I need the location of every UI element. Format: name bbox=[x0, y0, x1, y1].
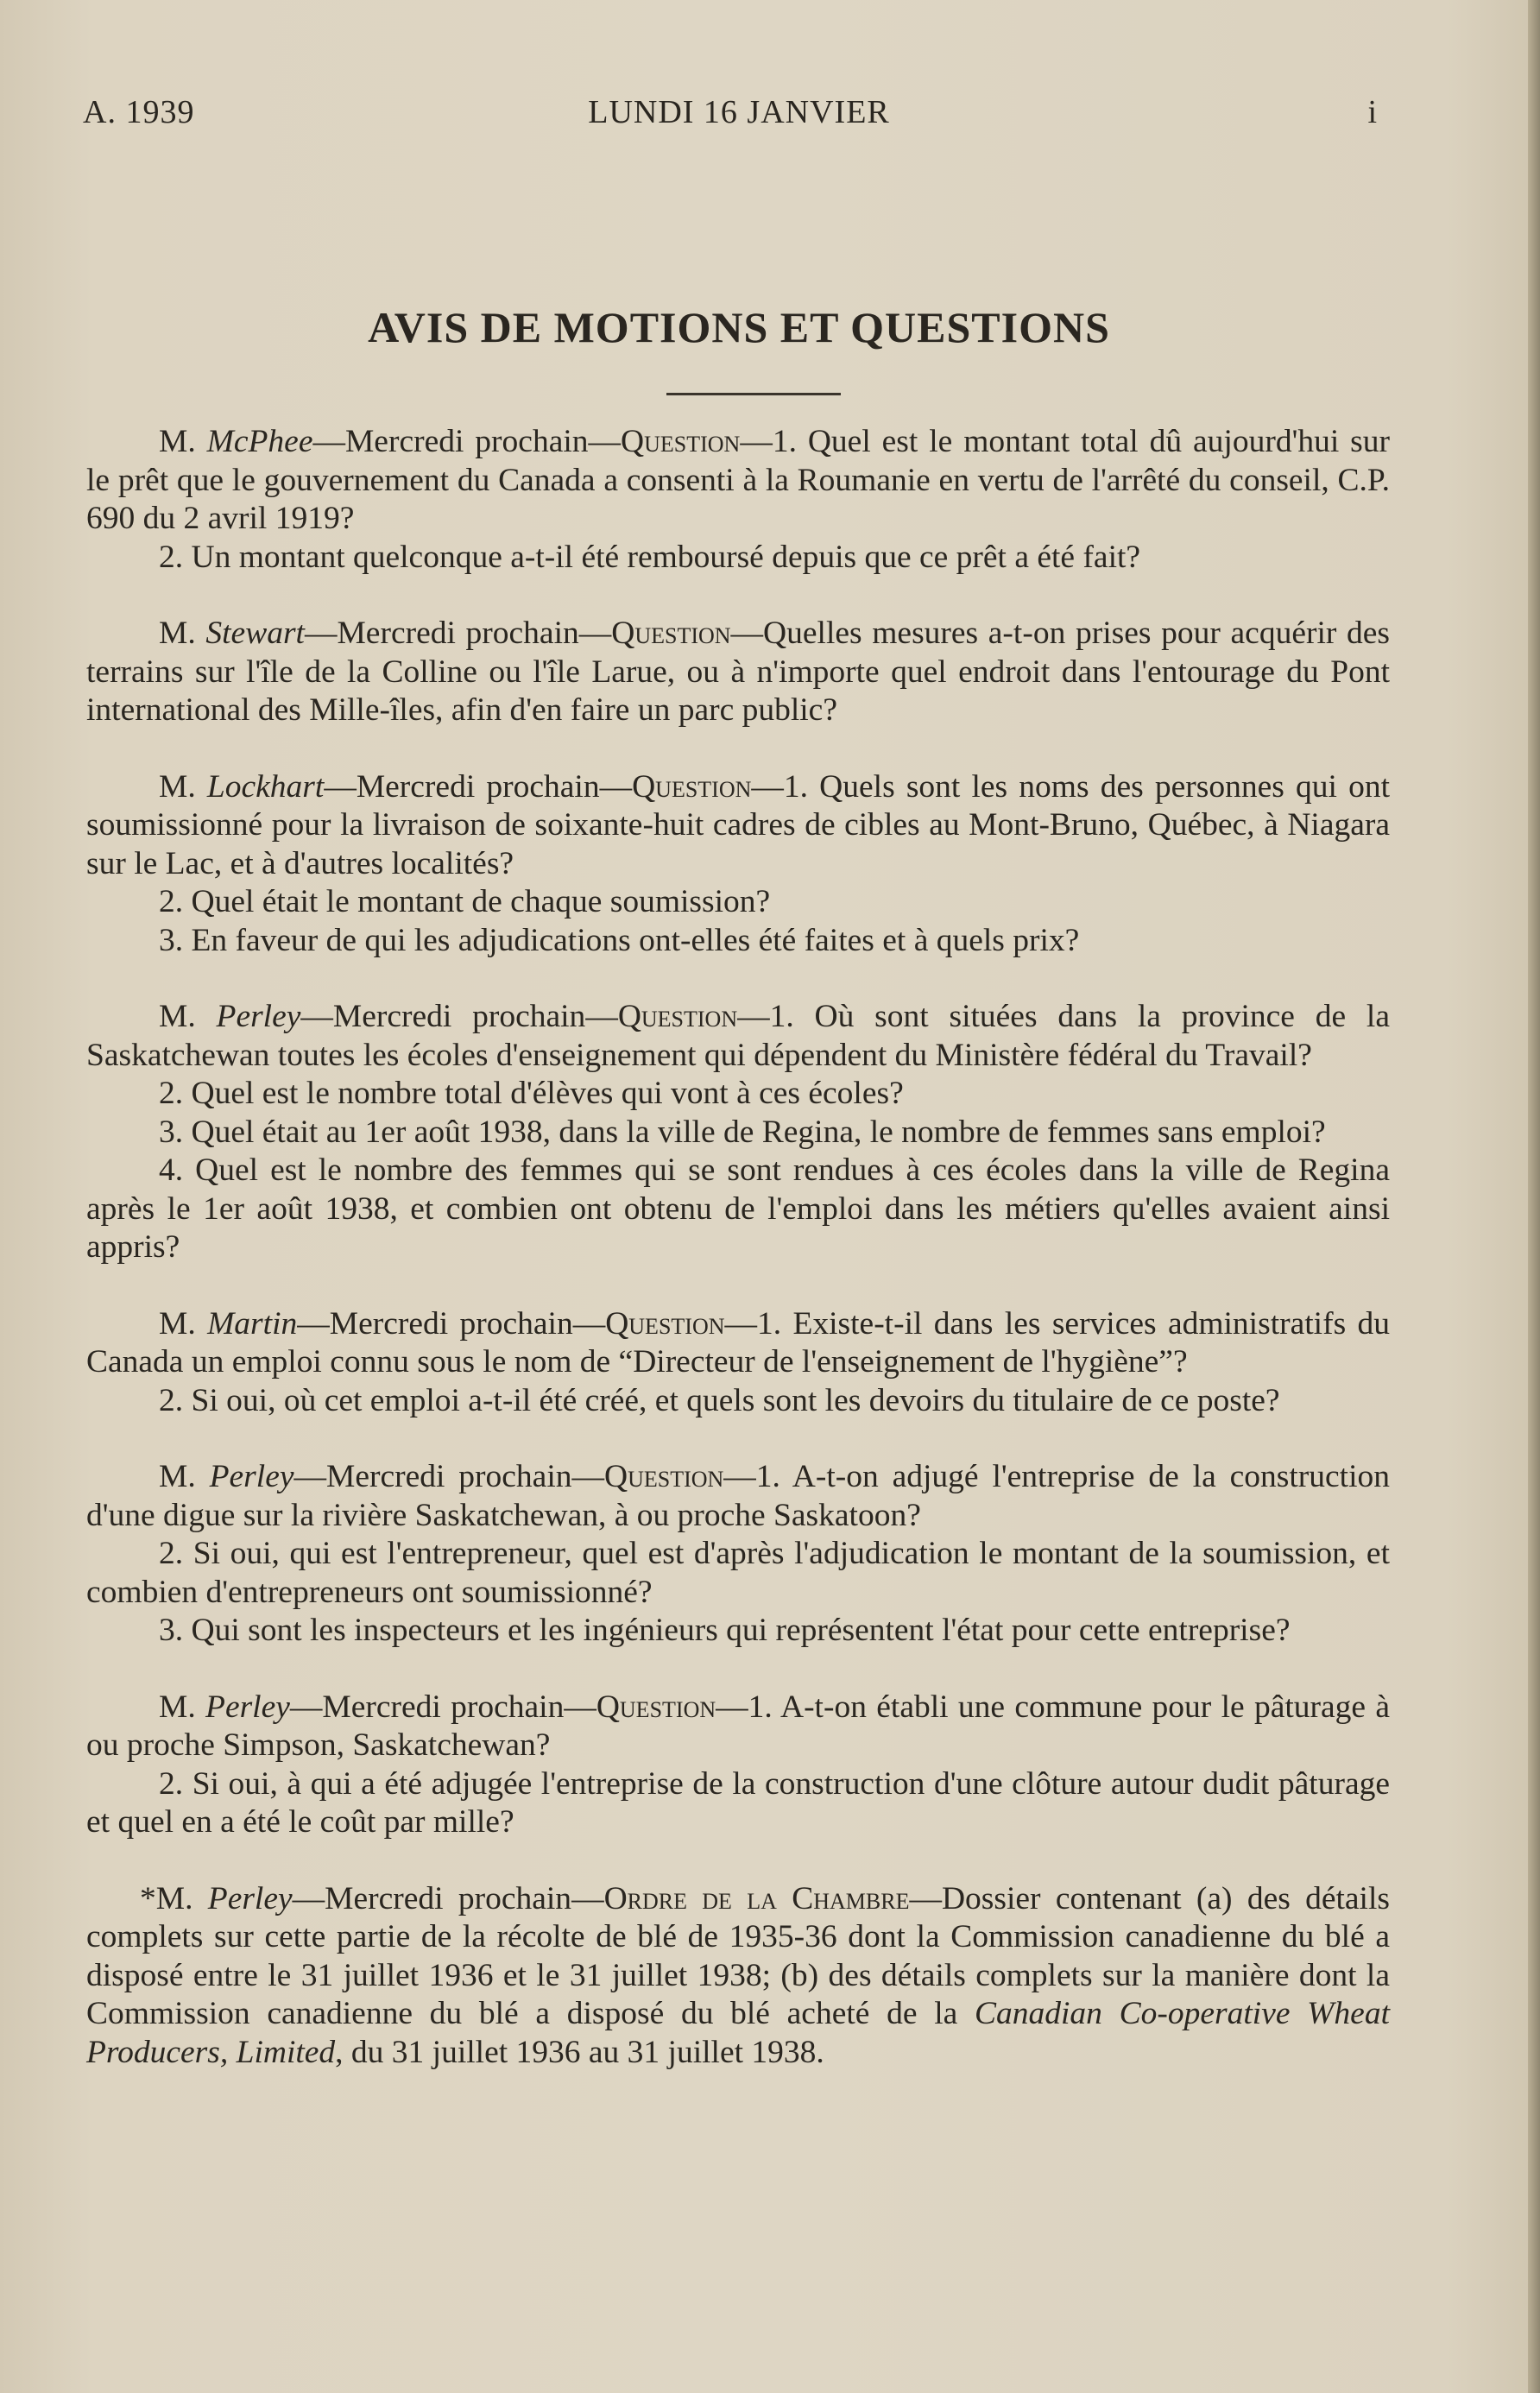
order-text-after: , du 31 juillet 1936 au 31 juillet 1938. bbox=[335, 2034, 824, 2070]
question-text: 3. Quel était au 1er août 1938, dans la ville de Regina, le nombre de femmes sans emploi? bbox=[159, 1114, 1326, 1150]
question-text: 1. A-t-on établi une commune pour le pâturage à ou proche Simpson, Saskatchewan? bbox=[86, 1689, 1390, 1763]
entry-kind: Question bbox=[596, 1689, 716, 1725]
entry-kind: Question bbox=[617, 999, 738, 1034]
entry-kind: Question bbox=[632, 768, 752, 805]
question-text: 1. Où sont situées dans la province de la Saskatchewan toutes les écoles d'enseignement qui dépendent du Ministère fédéral du Travail? bbox=[86, 999, 1390, 1073]
member-name: Martin bbox=[207, 1305, 298, 1342]
order-company-name: Canadian Co-operative Wheat Producers, Limited bbox=[86, 1996, 1390, 2070]
notice-entry bbox=[86, 423, 1390, 577]
header-page-number: i bbox=[1367, 94, 1378, 130]
entry-date: Mercredi prochain bbox=[325, 1459, 572, 1494]
question-item bbox=[86, 539, 1390, 578]
question-text: 1. Existe-t-il dans les services administratifs du Canada un emploi connu sous le nom de “Directeur de l'enseignement de l'hygiène”? bbox=[86, 1305, 1390, 1380]
notice-entry bbox=[86, 1689, 1390, 1842]
question-opening: M. Martin—Mercredi prochain—Question—1. Existe-t-il dans les services administratifs du Canada un emploi connu sous le nom de “Directeur de l'enseignement de l'hygiène”? bbox=[86, 1305, 1390, 1380]
question-text: 4. Quel est le nombre des femmes qui se sont rendues à ces écoles dans la ville de Regina après le 1er août 1938, et combien ont obtenu de l'emploi dans les métiers qu'elles avaient ainsi appris? bbox=[86, 1152, 1390, 1265]
question-item bbox=[86, 1075, 1390, 1114]
entry-date: Mercredi prochain bbox=[337, 616, 579, 651]
question-item bbox=[86, 883, 1390, 922]
running-header bbox=[83, 93, 1395, 145]
question-item bbox=[86, 922, 1390, 961]
question-opening: M. Lockhart—Mercredi prochain—Question—1. Quels sont les noms des personnes qui ont soumissionné pour la livraison de soixante-huit cadres de cibles au Mont-Bruno, Québec, à Niagara sur le Lac, et à d'autres localités? bbox=[86, 768, 1390, 881]
member-name: Lockhart bbox=[206, 768, 325, 805]
question-text: 2. Si oui, où cet emploi a-t-il été créé, et quels sont les devoirs du titulaire de ce poste? bbox=[159, 1382, 1280, 1418]
entry-date: Mercredi prochain bbox=[325, 1880, 572, 1916]
page-title: AVIS DE MOTIONS ET QUESTIONS bbox=[368, 303, 1110, 351]
asterisk-mark: * bbox=[140, 1880, 156, 1916]
question-text: 3. Qui sont les inspecteurs et les ingénieurs qui représentent l'état pour cette entreprise? bbox=[159, 1613, 1291, 1648]
member-name: Perley bbox=[216, 999, 301, 1034]
question-opening: M. Perley—Mercredi prochain—Question—1. Où sont situées dans la province de la Saskatchewan toutes les écoles d'enseignement qui dépendent du Ministère fédéral du Travail? bbox=[86, 999, 1390, 1073]
header-date: LUNDI 16 JANVIER bbox=[588, 94, 890, 130]
question-opening: M. Perley—Mercredi prochain—Question—1. A-t-on adjugé l'entreprise de la construction d'une digue sur la rivière Saskatchewan, à ou proche Saskatoon? bbox=[86, 1459, 1391, 1533]
question-text: 2. Un montant quelconque a-t-il été remboursé depuis que ce prêt a été fait? bbox=[159, 539, 1141, 575]
notice-entry bbox=[86, 768, 1390, 961]
entry-date: Mercredi prochain bbox=[344, 424, 589, 459]
question-item bbox=[86, 1535, 1390, 1612]
order-text-before: Dossier contenant (a) des détails complets sur cette partie de la récolte de blé de 1935-36 dont la Commission canadienne du blé a disposé entre le 31 juillet 1936 et le 31 juillet 1938; (b) des détails complets sur la manière dont la Commission canadienne du blé a disposé du blé acheté de la bbox=[86, 1880, 1390, 2031]
question-item bbox=[86, 1612, 1390, 1651]
question-item bbox=[86, 1382, 1390, 1421]
title-rule bbox=[666, 393, 841, 395]
question-text: 2. Quel est le nombre total d'élèves qui vont à ces écoles? bbox=[159, 1076, 904, 1111]
entry-kind: Question bbox=[611, 616, 731, 651]
question-text: 3. En faveur de qui les adjudications ont-elles été faites et à quels prix? bbox=[159, 922, 1080, 958]
member-name: Stewart bbox=[205, 616, 305, 651]
order-entry bbox=[86, 1880, 1390, 2073]
notices-body bbox=[86, 423, 1390, 2110]
question-item bbox=[86, 1114, 1390, 1152]
question-text: 2. Si oui, qui est l'entrepreneur, quel est d'après l'adjudication le montant de la soumission, et combien d'entrepreneurs ont soumissionné? bbox=[86, 1536, 1390, 1610]
notice-entry bbox=[86, 615, 1390, 730]
question-opening: M. Stewart—Mercredi prochain—Question—Quelles mesures a-t-on prises pour acquérir des terrains sur l'île de la Colline ou l'île Larue, ou à n'importe quel endroit dans l'entourage du Pont international des Mille-îles, afin d'en faire un parc public? bbox=[86, 616, 1390, 728]
member-name: Perley bbox=[207, 1880, 293, 1916]
entry-kind: Question bbox=[605, 1305, 725, 1342]
question-text: 2. Quel était le montant de chaque soumission? bbox=[159, 884, 771, 919]
question-text: Quelles mesures a-t-on prises pour acquérir des terrains sur l'île de la Colline ou l'île Larue, ou à n'importe quel endroit dans l'entourage du Pont international des Mille-îles, afin d'en faire un parc public? bbox=[86, 616, 1390, 728]
page-edge bbox=[1528, 0, 1540, 2393]
header-year: A. 1939 bbox=[83, 94, 195, 130]
question-text: 1. Quel est le montant total dû aujourd'hui sur le prêt que le gouvernement du Canada a consenti à la Roumanie en vertu de l'arrêté du conseil, C.P. 690 du 2 avril 1919? bbox=[86, 424, 1390, 536]
notice-entry bbox=[86, 1458, 1390, 1651]
member-name: Perley bbox=[209, 1459, 294, 1494]
question-text: 1. Quels sont les noms des personnes qui ont soumissionné pour la livraison de soixante-huit cadres de cibles au Mont-Bruno, Québec, à Niagara sur le Lac, et à d'autres localités? bbox=[86, 768, 1390, 881]
order-paragraph: *M. Perley—Mercredi prochain—Ordre de la Chambre—Dossier contenant (a) des détails complets sur cette partie de la récolte de blé de 1935-36 dont la Commission canadienne du blé a disposé entre le 31 juillet 1936 et le 31 juillet 1938; (b) des détails complets sur la manière dont la Commission canadienne du blé a disposé du blé acheté de la Canadian Co-operative Wheat Producers, Limited, du 31 juillet 1936 au 31 juillet 1938. bbox=[86, 1880, 1390, 2070]
entry-date: Mercredi prochain bbox=[329, 1305, 573, 1342]
entry-kind: Ordre de la Chambre bbox=[603, 1880, 910, 1916]
entry-date: Mercredi prochain bbox=[332, 999, 586, 1034]
question-text: 2. Si oui, à qui a été adjugée l'entreprise de la construction d'une clôture autour dudit pâturage et quel en a été le coût par mille? bbox=[86, 1765, 1390, 1840]
notice-entry bbox=[86, 998, 1390, 1267]
entry-kind: Question bbox=[621, 424, 741, 459]
question-item bbox=[86, 1765, 1390, 1842]
question-text: 1. A-t-on adjugé l'entreprise de la construction d'une digue sur la rivière Saskatchewan, à ou proche Saskatoon? bbox=[86, 1459, 1391, 1533]
entry-date: Mercredi prochain bbox=[322, 1689, 565, 1725]
question-opening: M. McPhee—Mercredi prochain—Question—1. Quel est le montant total dû aujourd'hui sur le prêt que le gouvernement du Canada a consenti à la Roumanie en vertu de l'arrêté du conseil, C.P. 690 du 2 avril 1919? bbox=[86, 424, 1390, 536]
question-opening: M. Perley—Mercredi prochain—Question—1. A-t-on établi une commune pour le pâturage à ou proche Simpson, Saskatchewan? bbox=[86, 1689, 1390, 1763]
member-name: Perley bbox=[205, 1689, 290, 1725]
entry-date: Mercredi prochain bbox=[356, 768, 600, 805]
notice-entry bbox=[86, 1305, 1390, 1421]
entry-kind: Question bbox=[604, 1459, 724, 1494]
member-name: McPhee bbox=[206, 424, 313, 459]
question-item bbox=[86, 1152, 1390, 1267]
